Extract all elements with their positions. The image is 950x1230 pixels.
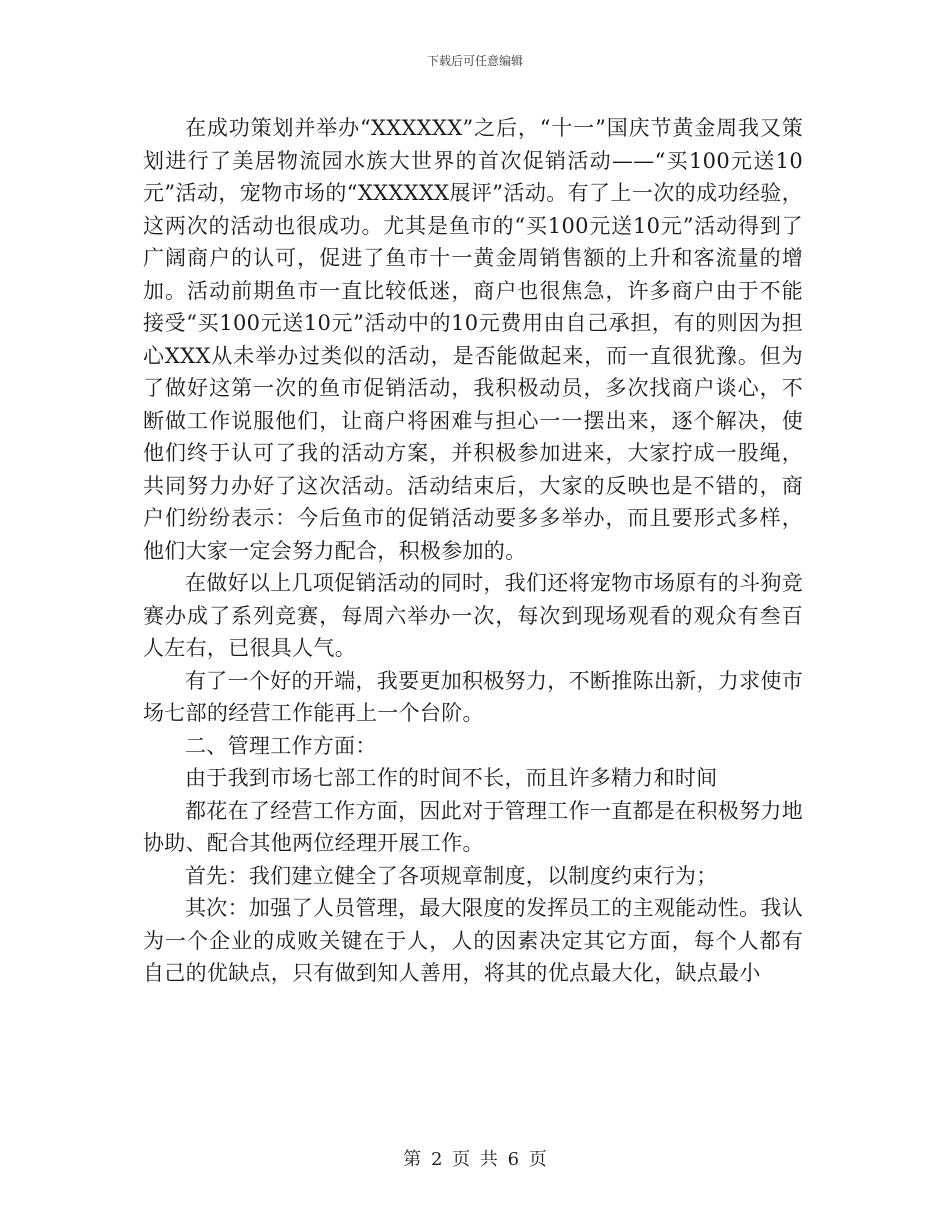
paragraph-first-rules: 首先：我们建立健全了各项规章制度，以制度约束行为；: [185, 863, 718, 888]
section-heading-management: 二、管理工作方面：: [185, 733, 377, 758]
document-body: [143, 112, 803, 990]
paragraph-management-assist: 都花在了经营工作方面，因此对于管理工作一直都是在积极努力地协助、配合其他两位经理开展工作。: [143, 798, 803, 855]
page-number: 第 2 页 共 6 页: [403, 1149, 547, 1170]
paragraph-dog-competition: 在做好以上几项促销活动的同时，我们还将宠物市场原有的斗狗竞赛办成了系列竞赛，每周六举办一次，每次到现场观看的观众有叁百人左右，已很具人气。: [143, 571, 803, 660]
page-header-note: 下载后可任意编辑: [426, 54, 523, 68]
paragraph-second-personnel: 其次：加强了人员管理，最大限度的发挥员工的主观能动性。我认为一个企业的成败关键在于人，人的因素决定其它方面，每个人都有自己的优缺点，只有做到知人善用，将其的优点最大化，缺点最小: [143, 896, 803, 985]
paragraph-good-start: 有了一个好的开端，我要更加积极努力，不断推陈出新，力求使市场七部的经营工作能再上一个台阶。: [143, 668, 803, 725]
paragraph-management-intro: 由于我到市场七部工作的时间不长，而且许多精力和时间: [185, 766, 718, 790]
paragraph-promotion-activities: 在成功策划并举办“XXXXXX”之后，“十一”国庆节黄金周我又策划进行了美居物流园水族大世界的首次促销活动——“买100元送10元”活动，宠物市场的“XXXXXX展评”活动。有了上一次的成功经验，这两次的活动也很成功。尤其是鱼市的“买100元送10元”活动得到了广阔商户的认可，促进了鱼市十一黄金周销售额的上升和客流量的增加。活动前期鱼市一直比较低迷，商户也很焦急，许多商户由于不能接受“买100元送10元”活动中的10元费用由自己承担，有的则因为担心XXX从未举办过类似的活动，是否能做起来，而一直很犹豫。但为了做好这第一次的鱼市促销活动，我积极动员，多次找商户谈心，不断做工作说服他们，让商户将困难与担心一一摆出来，逐个解决，使他们终于认可了我的活动方案，并积极参加进来，大家拧成一股绳，共同努力办好了这次活动。活动结束后，大家的反映也是不错的，商户们纷纷表示：今后鱼市的促销活动要多多举办，而且要形式多样，他们大家一定会努力配合，积极参加的。: [143, 116, 803, 563]
